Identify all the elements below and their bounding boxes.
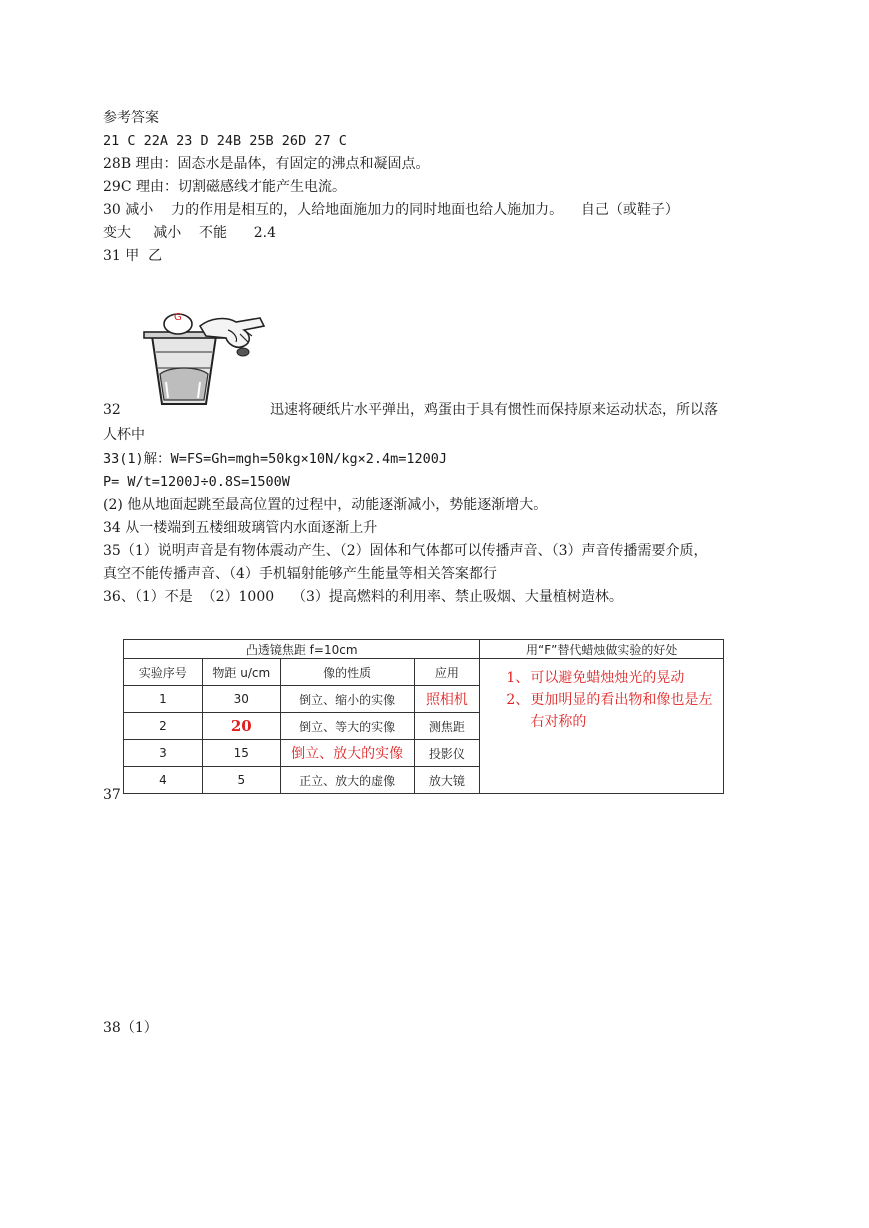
cell-distance: 15 (202, 740, 280, 767)
answer-line-28: 28B 理由：固态水是晶体，有固定的沸点和凝固点。 (103, 156, 430, 172)
answer-line-21-27: 21 C 22A 23 D 24B 25B 26D 27 C (103, 133, 347, 149)
table-title: 凸透镜焦距 f=10cm (124, 640, 480, 659)
cell-distance: 30 (202, 686, 280, 713)
cell-application: 测焦距 (414, 713, 480, 740)
answer-line-33b: P= W/t=1200J÷0.8S=1500W (103, 474, 290, 490)
answer-line-30b: 变大 减小 不能 2.4 (103, 225, 277, 241)
cell-application: 照相机 (414, 686, 480, 713)
benefit-item: 1、 可以避免蜡烛烛光的晃动 (506, 670, 685, 686)
cell-image: 正立、放大的虚像 (280, 767, 414, 794)
answer-line-35b: 真空不能传播声音、（4）手机辐射能够产生能量等相关答案都行 (103, 566, 497, 582)
answer-line-31: 31 甲 乙 (103, 248, 163, 264)
answer-line-34: 34 从一楼端到五楼细玻璃管内水面逐渐上升 (103, 520, 378, 536)
cell-trial: 4 (124, 767, 203, 794)
answer-line-32b: 人杯中 (103, 427, 145, 443)
answer-line-30a: 30 减小 力的作用是相互的，人给地面施加力的同时地面也给人施加力。 自己（或鞋子） (103, 202, 679, 218)
answer-line-35a: 35（1）说明声音是有物体震动产生、（2）固体和气体都可以传播声音、（3）声音传播需要介质， (103, 543, 708, 559)
header-image-nature: 像的性质 (280, 659, 414, 686)
answer-line-37: 37 (103, 787, 121, 803)
cell-image: 倒立、缩小的实像 (280, 686, 414, 713)
cell-image: 倒立、等大的实像 (280, 713, 414, 740)
answer-line-38: 38（1） (103, 1020, 158, 1036)
cell-distance: 5 (202, 767, 280, 794)
cell-image: 倒立、放大的实像 (280, 740, 414, 767)
header-trial: 实验序号 (124, 659, 203, 686)
answer-line-32-number: 32 (103, 402, 121, 418)
benefit-cell (480, 659, 724, 794)
header-application: 应用 (414, 659, 480, 686)
cell-trial: 3 (124, 740, 203, 767)
egg-inertia-figure (140, 312, 268, 408)
benefit-title: 用“F”替代蜡烛做实验的好处 (480, 640, 724, 659)
answer-line-29: 29C 理由：切割磁感线才能产生电流。 (103, 179, 346, 195)
lens-experiment-table (123, 639, 724, 794)
cell-distance: 20 (202, 713, 280, 740)
cell-trial: 2 (124, 713, 203, 740)
egg-label: G (174, 312, 182, 323)
header-object-distance: 物距 u/cm (202, 659, 280, 686)
answer-line-33a: 33(1)解：W=FS=Gh=mgh=50kg×10N/kg×2.4m=1200J (103, 451, 447, 467)
cell-application: 放大镜 (414, 767, 480, 794)
cell-trial: 1 (124, 686, 203, 713)
answer-line-36: 36、（1）不是 （2）1000 （3）提高燃料的利用率、禁止吸烟、大量植树造林。 (103, 589, 623, 605)
cell-application: 投影仪 (414, 740, 480, 767)
benefit-item: 2、 更加明显的看出物和像也是左右对称的 (506, 692, 713, 730)
answer-line-32a: 迅速将硬纸片水平弹出，鸡蛋由于具有惯性而保持原来运动状态，所以落 (270, 402, 718, 418)
answer-heading: 参考答案 (103, 110, 159, 126)
answer-line-33c: (2) 他从地面起跳至最高位置的过程中，动能逐渐减小，势能逐渐增大。 (103, 497, 548, 513)
